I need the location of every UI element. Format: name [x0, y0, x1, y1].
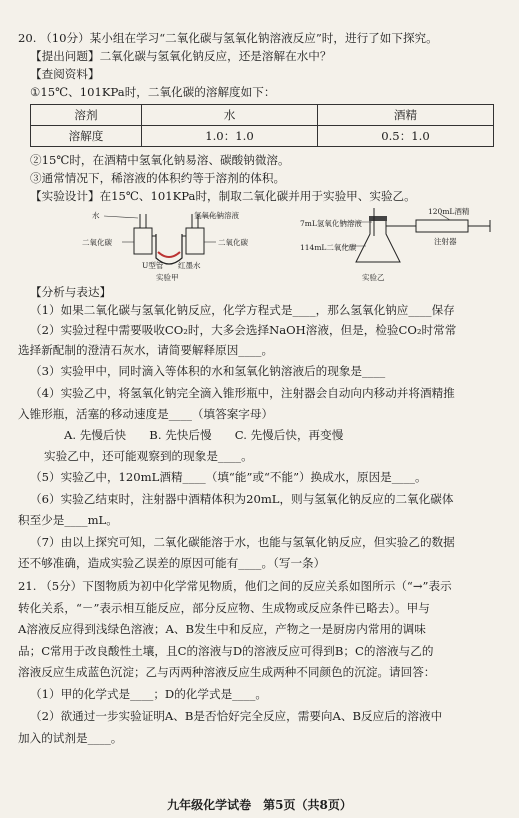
figure-caption: 实验乙: [362, 273, 385, 282]
figure-label: 114mL二氧化碳: [300, 243, 357, 252]
table-cell: 0.5：1.0: [318, 126, 494, 147]
figure-label: 红墨水: [178, 261, 201, 270]
figure-label: 120mL酒精: [428, 207, 470, 216]
experiment-design: 【实验设计】在15℃、101KPa时，制取二氧化碳并用于实验甲、实验乙。: [30, 189, 416, 203]
q21-body-3: 品；C常用于改良酸性土壤，且C的溶液与D的溶液反应可得到B；C的溶液与乙的: [18, 644, 434, 658]
analysis-q6-cont: 积至少是____mL。: [18, 513, 118, 527]
table-header-cell: 水: [142, 105, 318, 126]
q21-body-2: A溶液反应得到浅绿色溶液；A、B发生中和反应，产物之一是厨房内常用的调味: [18, 622, 426, 636]
q21-body-1: 转化关系，“－”表示相互能反应，部分反应物、生成物或反应条件已略去）。甲与: [18, 601, 430, 615]
info-item-3: ③通常情况下，稀溶液的体积约等于溶剂的体积。: [30, 171, 286, 185]
consult-heading: 【查阅资料】: [30, 67, 100, 81]
figure-label: U型管: [142, 261, 164, 270]
q21-body-4: 溶液反应生成蓝色沉淀；乙与丙两种溶液反应生成两种不同颜色的沉淀。请回答：: [18, 665, 436, 679]
figure-label: 氢氧化钠溶液: [194, 211, 239, 220]
apparatus-b-drawing: [300, 206, 500, 270]
raise-question: 【提出问题】二氧化碳与氢氧化钠反应，还是溶解在水中？: [30, 49, 332, 63]
info-item-2: ②15℃时，在酒精中氢氧化钠易溶、碳酸钠微溶。: [30, 153, 290, 167]
info-item-1: ①15℃、101KPa时，二氧化碳的溶解度如下：: [30, 85, 276, 99]
figure-experiment-a: [82, 206, 272, 282]
figure-label: 7mL氢氧化钠溶液: [300, 219, 362, 228]
analysis-q6: （6）实验乙结束时，注射器中酒精体积为20mL，则与氢氧化钠反应的二氧化碳体: [30, 492, 454, 506]
analysis-q2: （2）实验过程中需要吸收CO₂时，大多会选择NaOH溶液，但是，检验CO₂时常常: [30, 323, 457, 337]
figure-experiment-b: [300, 206, 500, 282]
analysis-q4-extra: 实验乙中，还可能观察到的现象是____。: [44, 449, 253, 463]
figure-label: 二氧化碳: [82, 238, 112, 247]
figure-label: 二氧化碳: [218, 238, 248, 247]
table-header-cell: 溶剂: [31, 105, 142, 126]
analysis-heading: 【分析与表达】: [30, 285, 112, 299]
analysis-q1: （1）如果二氧化碳与氢氧化钠反应，化学方程式是____，那么氢氧化钠应____保存: [30, 303, 455, 317]
analysis-q5: （5）实验乙中，120mL酒精____（填“能”或“不能”）换成水，原因是____。: [30, 470, 427, 484]
figure-caption: 实验甲: [156, 273, 179, 282]
analysis-q3: （3）实验甲中，同时滴入等体积的水和氢氧化钠溶液后的现象是____: [30, 364, 386, 378]
analysis-q7-cont: 还不够准确，造成实验乙误差的原因可能有____。（写一条）: [18, 556, 326, 570]
table-cell: 溶解度: [31, 126, 142, 147]
analysis-q4-options: A. 先慢后快 B. 先快后慢 C. 先慢后快，再变慢: [64, 428, 344, 442]
analysis-q4-cont: 入锥形瓶，活塞的移动速度是____（填答案字母）: [18, 407, 274, 421]
table-cell: 1.0：1.0: [142, 126, 318, 147]
q21-heading: 21. （5分）下图物质为初中化学常见物质，他们之间的反应关系如图所示（“→”表示: [18, 579, 452, 593]
q20-heading: 20. （10分）某小组在学习“二氧化碳与氢氧化钠溶液反应”时，进行了如下探究。: [18, 31, 438, 45]
q21-sub-1: （1）甲的化学式是____；D的化学式是____。: [30, 687, 267, 701]
analysis-q4: （4）实验乙中，将氢氧化钠完全滴入锥形瓶中，注射器会自动向内移动并将酒精推: [30, 386, 455, 400]
q21-sub-2: （2）欲通过一步实验证明A、B是否恰好完全反应，需要向A、B反应后的溶液中: [30, 709, 443, 723]
page-footer: 九年级化学试卷 第5页（共8页）: [167, 798, 352, 812]
figure-label: 注射器: [434, 237, 457, 246]
table-header-cell: 酒精: [318, 105, 494, 126]
figure-label: 水: [92, 211, 100, 220]
q21-sub-2-cont: 加入的试剂是____。: [18, 731, 123, 745]
analysis-q7: （7）由以上探究可知，二氧化碳能溶于水，也能与氢氧化钠反应，但实验乙的数据: [30, 535, 455, 549]
analysis-q2-cont: 选择新配制的澄清石灰水，请简要解释原因____。: [18, 343, 274, 357]
solubility-table: [30, 104, 494, 147]
